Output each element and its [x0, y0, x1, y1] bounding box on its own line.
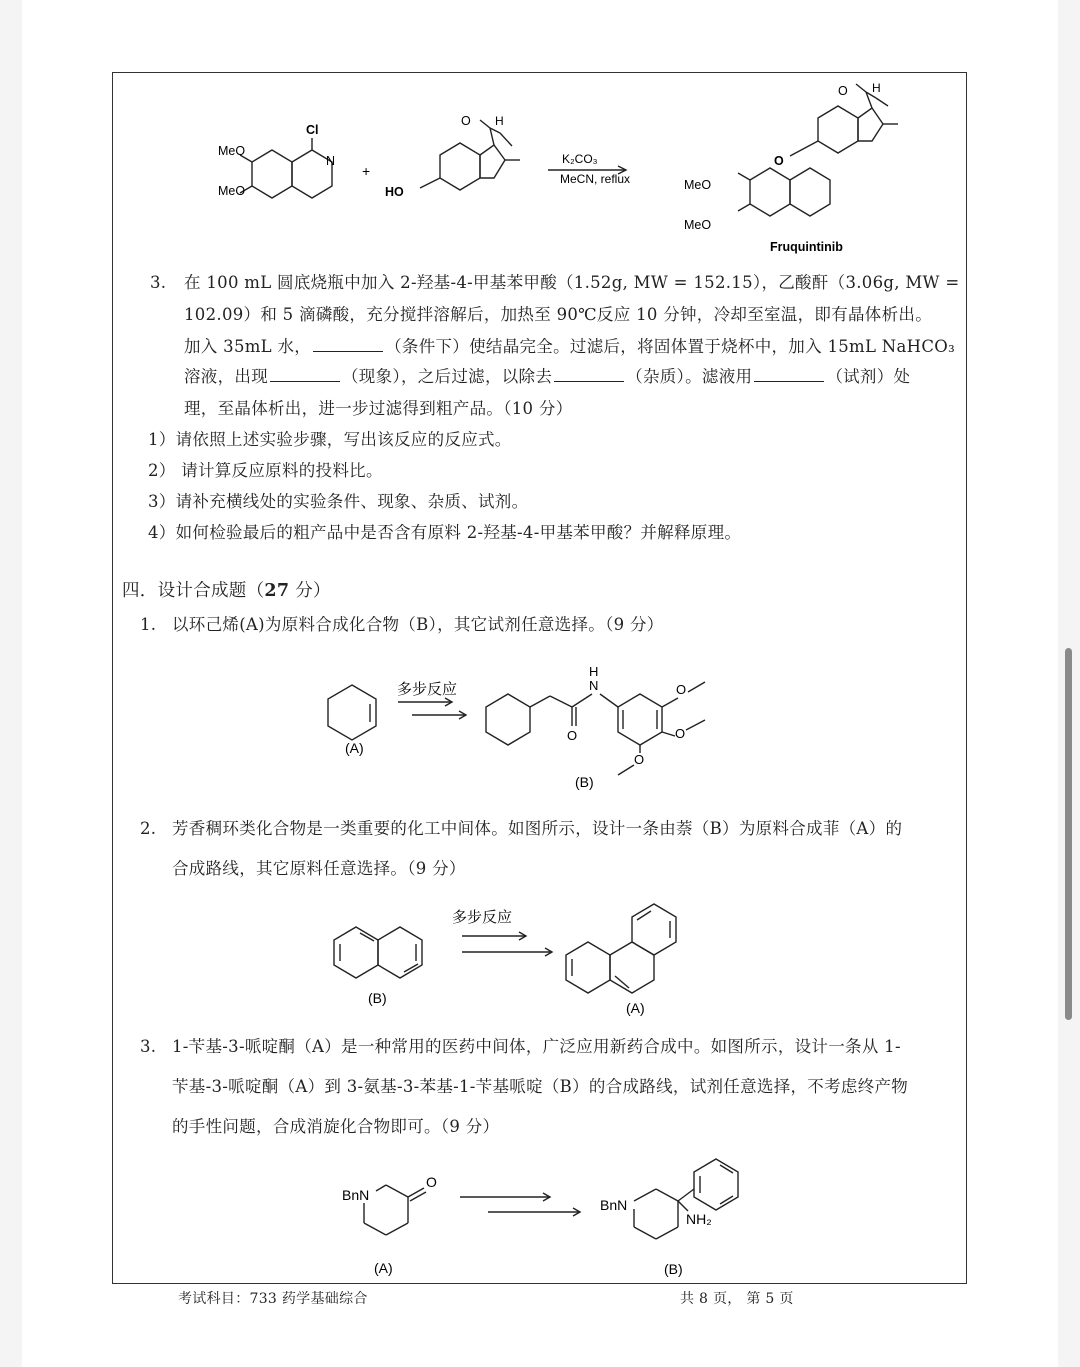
- n-label: N: [326, 154, 336, 168]
- s4-q3-line-1: 1-苄基-3-哌啶酮（A）是一种常用的医药中间体，广泛应用新药合成中。如图所示，设计一条从 1-: [172, 1037, 901, 1056]
- q3-label-b: (B): [664, 1261, 683, 1277]
- s4-q1-number: 1.: [140, 615, 157, 634]
- q1-arrow-label: 多步反应: [397, 680, 458, 698]
- quinazoline-ring-a: [252, 150, 292, 198]
- section-4-title-c: 分）: [289, 581, 331, 601]
- q3-sub-4: 4）如何检验最后的粗产品中是否含有原料 2-羟基-4-甲基苯甲酸？并解释原理。: [148, 523, 742, 542]
- naphthalene-phenanthrene-scheme: [0, 890, 1080, 1030]
- q1-label-a: (A): [345, 740, 364, 756]
- meo-label-2: MeO: [218, 184, 246, 198]
- footer-page-count: 共 8 页， 第 5 页: [680, 1291, 794, 1307]
- q1-methoxy-o-1: O: [676, 682, 687, 697]
- q3-sub-3: 3）请补充横线处的实验条件、现象、杂质、试剂。: [148, 492, 529, 511]
- section-4-title-a: 四．设计合成题（: [122, 581, 265, 601]
- q3-line-4: [184, 366, 910, 388]
- section-4-score: 27: [264, 581, 290, 601]
- product-quinazoline-ring-a: [750, 168, 790, 216]
- q3-amine: NH₂: [686, 1211, 712, 1227]
- product-ether-o: O: [774, 154, 784, 168]
- s4-q2-line-2: 合成路线，其它原料任意选择。（9 分）: [172, 859, 466, 878]
- q3-number: 3.: [150, 273, 167, 292]
- product-name: Fruquintinib: [770, 240, 843, 254]
- carbonyl-o-label: O: [461, 114, 471, 128]
- s4-q3-number: 3.: [140, 1037, 157, 1056]
- amide-h-label: H: [495, 114, 504, 128]
- benzofuran-ring-b: [480, 145, 505, 178]
- benzofuran-ring-a: [440, 143, 480, 190]
- q3-line-4d: （试剂）处: [826, 367, 911, 386]
- chloro-label: Cl: [306, 123, 319, 137]
- section-4-title: [122, 580, 331, 602]
- blank-phenomenon[interactable]: [270, 367, 340, 382]
- q1-amide-h: H: [589, 664, 599, 679]
- s4-q2-line-1: 芳香稠环类化合物是一类重要的化工中间体。如图所示，设计一条由萘（B）为原料合成菲（A）的: [172, 819, 903, 838]
- product-benzofuran-ring-b: [858, 108, 883, 141]
- q1-label-b: (B): [575, 774, 594, 790]
- q1-methoxy-o-2: O: [675, 726, 686, 741]
- q3-line-4a: 溶液，出现: [184, 367, 268, 386]
- q3-line-3: [184, 336, 955, 358]
- q3-ketone-o: O: [426, 1174, 437, 1190]
- q3-label-a: (A): [374, 1260, 393, 1276]
- q1-amide-n: N: [589, 678, 599, 693]
- q1-methoxy-o-3: O: [634, 752, 645, 767]
- q3-line-2: 102.09）和 5 滴磷酸，充分搅拌溶解后，加热至 90℃反应 10 分钟，冷却至室温，即有晶体析出。: [184, 305, 933, 324]
- blank-impurity[interactable]: [554, 367, 624, 382]
- fruquintinib-reaction-scheme: [0, 0, 1080, 270]
- s4-q3-line-2: 苄基-3-哌啶酮（A）到 3-氨基-3-苯基-1-苄基哌啶（B）的合成路线，试剂任意选择，不考虑终产物: [172, 1077, 909, 1096]
- cyclohexene-scheme: [0, 640, 1080, 810]
- q3-bnn-a: BnN: [342, 1187, 370, 1203]
- q3-line-4c: （杂质）。滤液用: [626, 367, 753, 386]
- footer-subject: 考试科目：733 药学基础综合: [178, 1291, 368, 1307]
- reagent-solvent: MeCN, reflux: [560, 172, 631, 186]
- q3-sub-1: 1）请依照上述实验步骤，写出该反应的反应式。: [148, 430, 512, 449]
- plus-sign: +: [362, 163, 371, 179]
- product-meo-2: MeO: [684, 218, 712, 232]
- product-quinazoline-ring-b: [790, 168, 830, 216]
- product-h-label: H: [872, 81, 881, 95]
- reagent-k2co3: K₂CO₃: [562, 152, 598, 166]
- s4-q3-line-3: 的手性问题，合成消旋化合物即可。（9 分）: [172, 1117, 500, 1136]
- q2-label-a: (A): [626, 1000, 645, 1016]
- q3-line-5: 理，至晶体析出，进一步过滤得到粗产品。（10 分）: [184, 399, 573, 418]
- q3-line-3b: （条件下）使结晶完全。过滤后，将固体置于烧杯中，加入 15mL NaHCO₃: [385, 337, 956, 356]
- blank-reagent[interactable]: [754, 367, 824, 382]
- q1-carbonyl-o: O: [567, 728, 578, 743]
- vertical-scrollbar[interactable]: [1065, 648, 1072, 1020]
- q3-line-3a: 加入 35mL 水，: [184, 337, 312, 356]
- ho-label: HO: [385, 185, 404, 199]
- product-carbonyl-o: O: [838, 84, 848, 98]
- s4-q2-number: 2.: [140, 819, 157, 838]
- q3-line-4b: （现象），之后过滤，以除去: [342, 367, 553, 386]
- piperidinone-scheme: [0, 1145, 1080, 1285]
- product-benzofuran-ring-a: [818, 106, 858, 153]
- q2-label-b: (B): [368, 990, 387, 1006]
- q3-sub-2: 2） 请计算反应原料的投料比。: [148, 461, 383, 480]
- meo-label-1: MeO: [218, 144, 246, 158]
- product-meo-1: MeO: [684, 178, 712, 192]
- q2-arrow-label: 多步反应: [452, 908, 513, 926]
- q3-bnn-b: BnN: [600, 1197, 628, 1213]
- s4-q1-text: 以环己烯(A)为原料合成化合物（B），其它试剂任意选择。（9 分）: [172, 615, 664, 634]
- q3-line-1: 在 100 mL 圆底烧瓶中加入 2-羟基-4-甲基苯甲酸（1.52g, MW = 152.15），乙酸酐（3.06g, MW =: [184, 273, 960, 292]
- blank-condition[interactable]: [313, 337, 383, 352]
